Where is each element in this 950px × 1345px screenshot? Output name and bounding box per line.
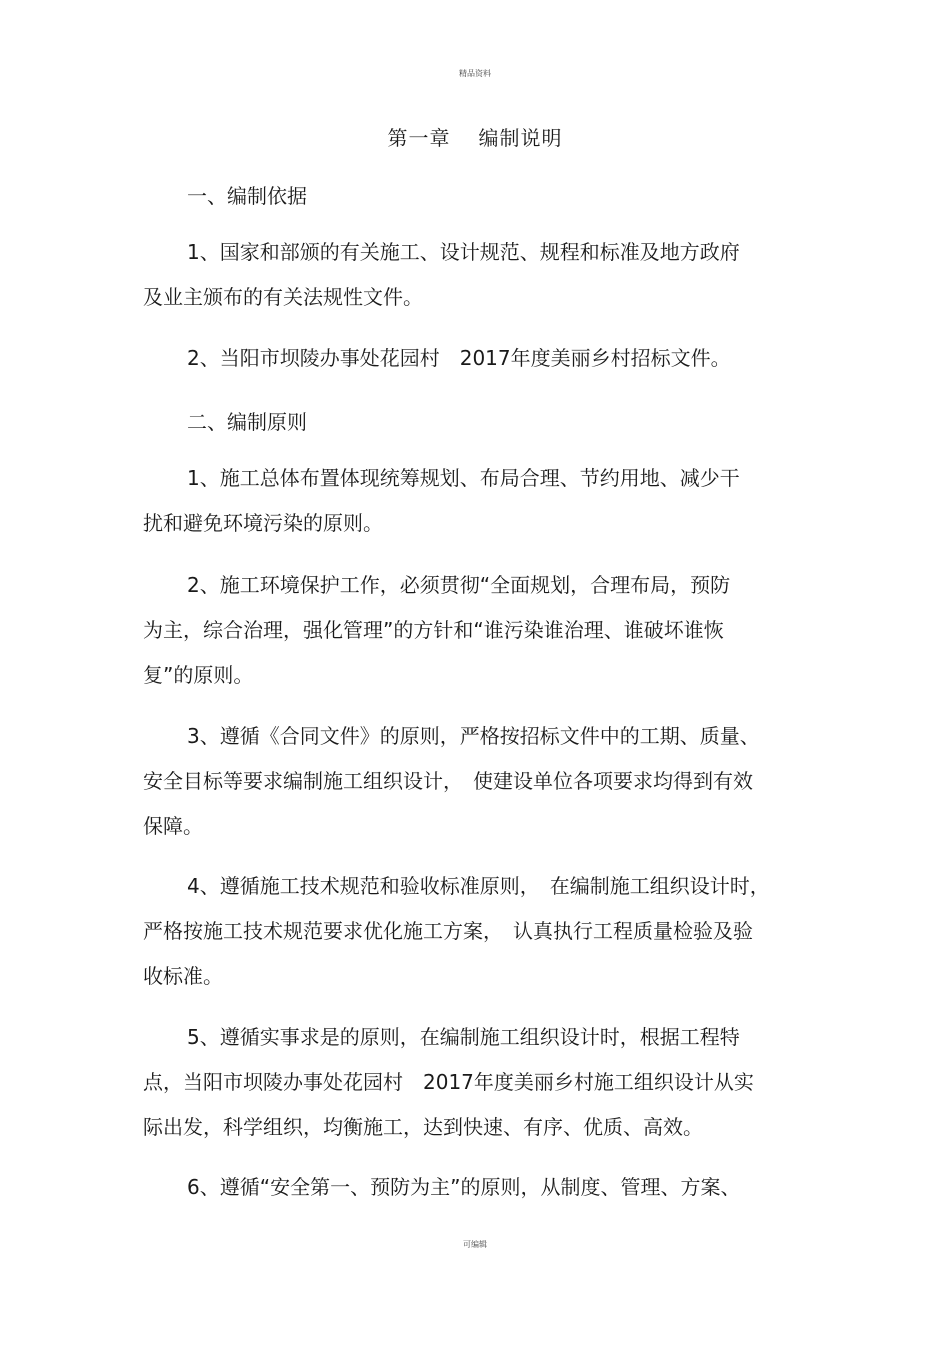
section-heading: 二、编制原则: [187, 410, 307, 434]
paragraph-line: 6、遵循“安全第一、预防为主”的原则，从制度、管理、方案、: [187, 1175, 741, 1199]
paragraph: [143, 336, 793, 381]
paragraph-line: 5、遵循实事求是的原则，在编制施工组织设计时，根据工程特: [187, 1025, 740, 1049]
paragraph-line: 2、当阳市坝陵办事处花园村 2017年度美丽乡村招标文件。: [187, 346, 731, 370]
paragraph-line: 收标准。: [143, 964, 223, 988]
paragraph: [143, 864, 793, 999]
paragraph: [143, 1165, 793, 1210]
paragraph-line: 为主，综合治理，强化管理”的方针和“谁污染谁治理、谁破坏谁恢: [143, 618, 724, 642]
paragraph-line: 际出发，科学组织，均衡施工，达到快速、有序、优质、高效。: [143, 1115, 703, 1139]
footer-note: 可编辑: [463, 1240, 487, 1249]
paragraph-line: 严格按施工技术规范要求优化施工方案， 认真执行工程质量检验及验: [143, 919, 753, 943]
paragraph-line: 1、施工总体布置体现统筹规划、布局合理、节约用地、减少干: [187, 466, 740, 490]
paragraph-line: 2、施工环境保护工作，必须贯彻“全面规划，合理布局，预防: [187, 573, 731, 597]
paragraph-line: 复”的原则。: [143, 663, 254, 687]
paragraph-line: 扰和避免环境污染的原则。: [143, 511, 383, 535]
paragraph: [143, 456, 793, 546]
paragraph-line: 点，当阳市坝陵办事处花园村 2017年度美丽乡村施工组织设计从实: [143, 1070, 754, 1094]
chapter-title: [0, 122, 950, 151]
paragraph: [143, 1015, 793, 1150]
paragraph: [143, 563, 793, 698]
paragraph-line: 4、遵循施工技术规范和验收标准原则， 在编制施工组织设计时，: [187, 874, 770, 898]
paragraph: [143, 230, 793, 320]
chapter-name: 编制说明: [478, 126, 563, 150]
chapter-number: 第一章: [387, 126, 451, 150]
section-heading: 一、编制依据: [187, 184, 307, 208]
paragraph-line: 3、遵循《合同文件》的原则，严格按招标文件中的工期、质量、: [187, 724, 760, 748]
paragraph-line: 保障。: [143, 814, 203, 838]
paragraph-line: 及业主颁布的有关法规性文件。: [143, 285, 423, 309]
header-note: 精品资料: [459, 69, 491, 78]
paragraph-line: 安全目标等要求编制施工组织设计， 使建设单位各项要求均得到有效: [143, 769, 753, 793]
paragraph-line: 1、国家和部颁的有关施工、设计规范、规程和标准及地方政府: [187, 240, 740, 264]
paragraph: [143, 714, 793, 849]
